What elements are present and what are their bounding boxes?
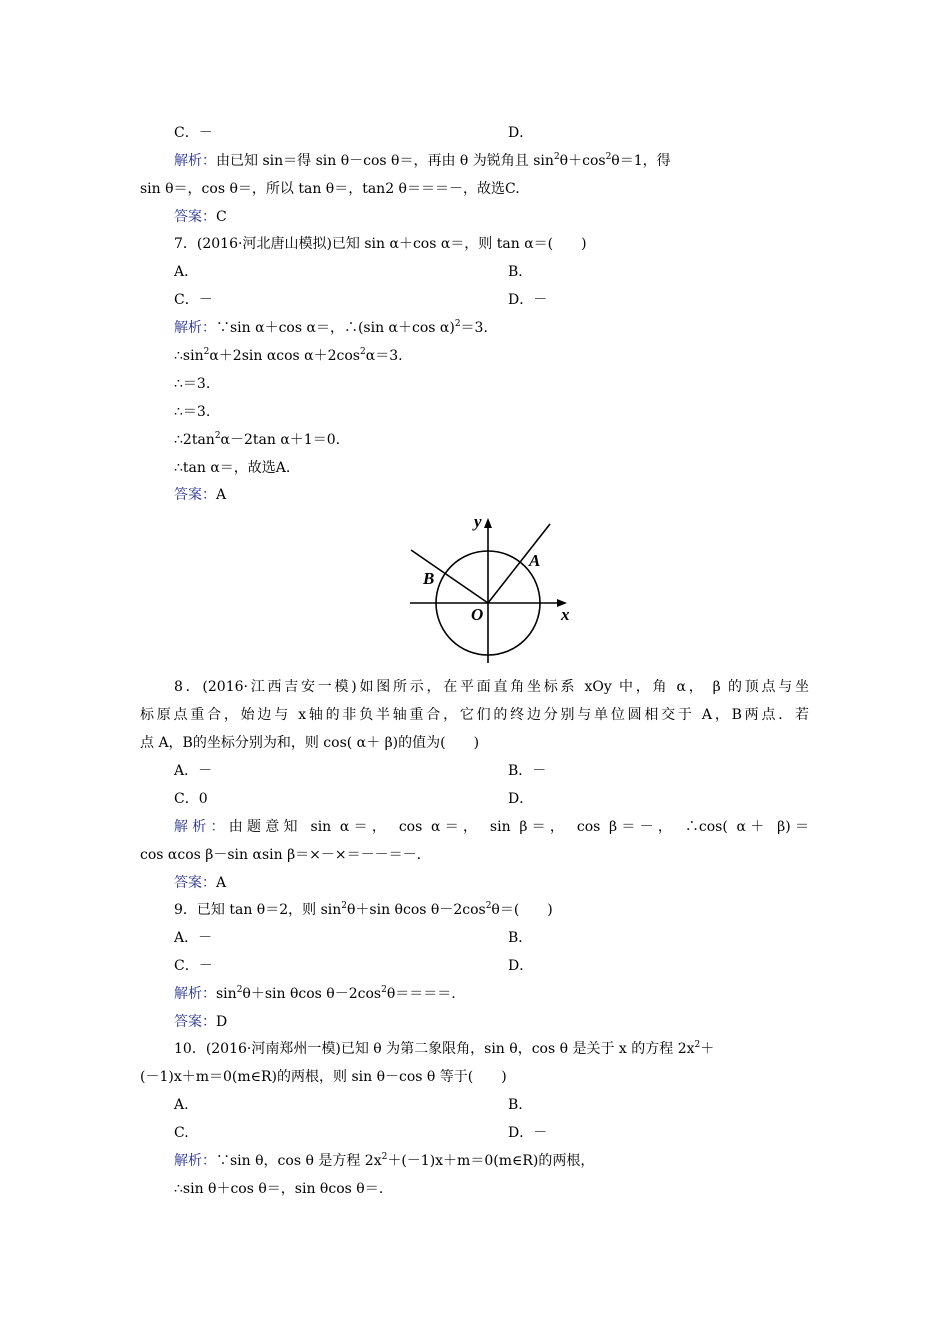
label-x: x [561,605,570,624]
answer-label: 答案： [174,875,216,891]
solution-line: ∴sin θ＋cos θ＝，sin θcos θ＝. [174,1181,384,1197]
question-7: 7．(2016·河北唐山模拟)已知 sin α＋cos α＝，则 tan α＝( ) [174,236,587,252]
solution-line: ∴＝3. [174,404,211,420]
question-8-cont: 标原点重合，始边与 x轴的非负半轴重合，它们的终边分别与单位圆相交于 A，B两点．若 [140,707,809,723]
option-b: B．－ [508,763,547,779]
option-d: D． [508,791,534,807]
answer-label: 答案： [174,1014,216,1030]
option-a: A．－ [174,763,213,779]
solution-line: $\therefore 2\tan^2\alpha-2\tan$ α＋1＝0. [174,431,341,448]
solution-line: 解析：由题意知 sin α＝， cos α＝， sin β＝， cos β＝－， ∴cos( α＋ β)＝ [174,819,809,835]
option-d: D．－ [508,292,548,308]
solution-line: ∴tan α＝，故选A. [174,460,291,476]
solution-label: 解析： [174,153,216,169]
answer-line: 答案：C [174,209,227,225]
option-c: C．－ [174,292,213,308]
answer-label: 答案： [174,487,216,503]
option-a: A． [174,264,199,280]
option-b: B. [508,1097,523,1113]
option-c: C．－ [174,958,213,974]
answer-line: 答案：D [174,1014,228,1030]
solution-line: ∴＝3. [174,376,211,392]
label-y: y [474,512,482,531]
solution-line: 解析：∵sin θ，cos θ 是方程 $2x^2+(-1)x+m=0(m\in R)$的两根， [174,1152,595,1169]
option-b: B． [508,930,533,946]
question-10: 10．(2016·河南郑州一模)已知 θ 为第二象限角，sin θ，cos θ 是关于 x 的方程 $2x^2+$ [174,1040,715,1057]
question-10-cont: (－1)x＋m＝0(m∈R)的两根，则 sin θ－cos θ 等于( ) [140,1069,507,1085]
option-d: D．－ [508,1125,548,1141]
label-o: O [471,605,484,624]
y-axis-arrow-icon [484,518,492,528]
option-d: D． [508,125,534,141]
label-a: A [529,551,541,570]
option-a: A. [174,1097,189,1113]
question-9: 9．已知 tan θ＝2，则 $\sin^2\theta+\sin$ θcos $\theta-2\cos^2\theta=$( ) [174,901,553,918]
answer-label: 答案： [174,209,216,225]
solution-line: cos αcos β－sin αsin β＝×－×＝－－＝－. [140,847,422,863]
terminal-side-a [488,524,550,603]
option-c: C．－ [174,125,213,141]
question-8-cont: 点 A，B的坐标分别为和，则 cos( α＋ β)的值为( ) [140,735,480,751]
solution-label: 解析： [174,1153,216,1169]
label-b: B [423,569,435,588]
option-c: C. [174,1125,189,1141]
answer-line: 答案：A [174,487,227,503]
solution-line: 解析：由已知 sin＝得 sin θ－cos θ＝，再由 θ 为锐角且 $\sin^2\theta+\cos^2\theta=1$，得 [174,152,671,169]
option-b: B． [508,264,533,280]
option-a: A．－ [174,930,213,946]
unit-circle-figure [405,508,585,668]
solution-line: sin θ＝，cos θ＝，所以 tan θ＝，tan2 θ＝＝＝－，故选C. [140,181,520,197]
solution-label: 解析： [174,986,216,1002]
solution-line: $\therefore\sin^2\alpha+2\sin$ αcos $\alpha+2\cos^2\alpha=3$. [174,347,403,364]
solution-label: 解析： [174,819,229,835]
answer-line: 答案：A [174,875,227,891]
solution-label: 解析： [174,320,216,336]
solution-line: 解析：∵sin α＋cos α＝，∴(sin α＋cos α)$^2$＝3. [174,319,488,336]
option-c: C．0 [174,791,208,807]
option-d: D． [508,958,534,974]
solution-line: 解析：$\sin^2\theta+\sin$ θcos $\theta-2\cos^2\theta====$. [174,985,456,1002]
question-8: 8．(2016·江西吉安一模)如图所示，在平面直角坐标系 xOy 中，角 α， β 的顶点与坐 [174,679,809,695]
